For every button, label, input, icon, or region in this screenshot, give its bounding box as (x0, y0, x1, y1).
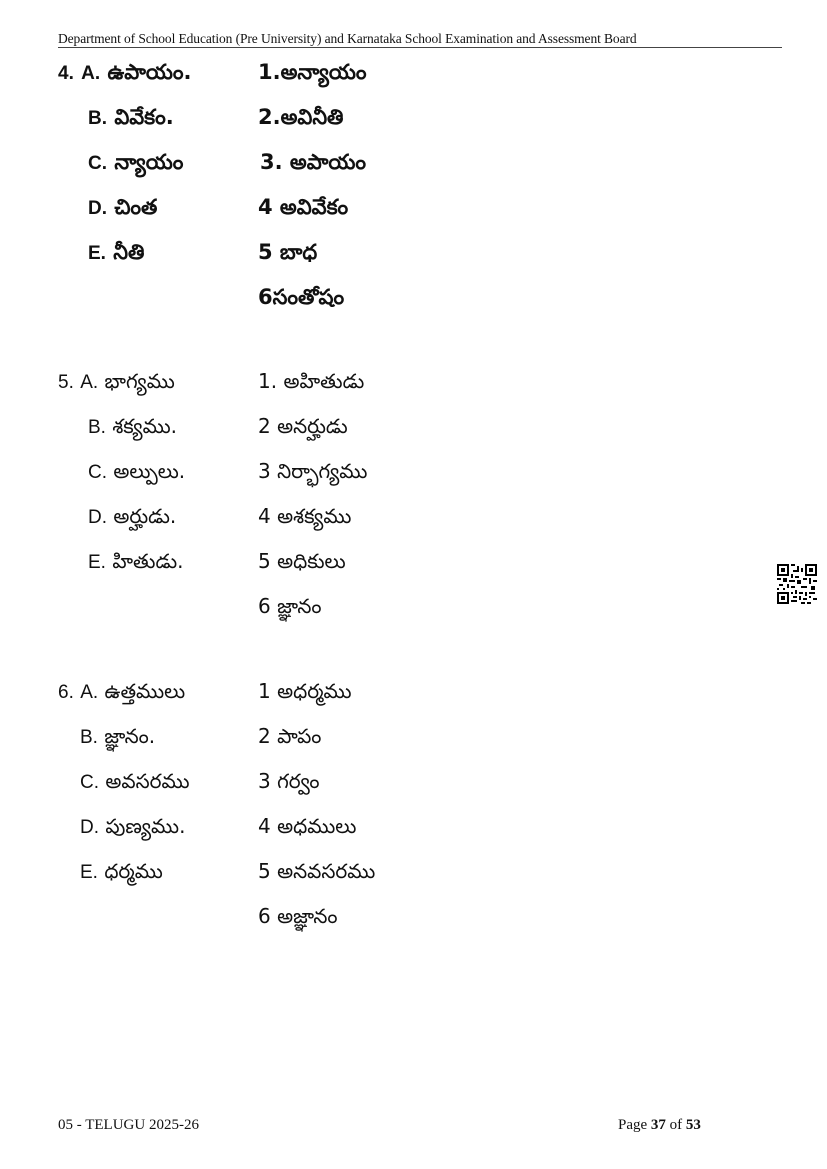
question-number: 4. (58, 63, 74, 84)
answer-option: 3 గర్వం (258, 769, 320, 793)
option-label: D. (88, 507, 107, 528)
answer-option: 2 పాపం (258, 724, 322, 748)
question-5-row-e (88, 548, 184, 576)
question-5-row-a (58, 368, 175, 396)
option-text: హితుడు. (112, 549, 184, 573)
question-4-row-a (58, 59, 192, 87)
option-label: C. (88, 153, 107, 174)
answer-option: 1.అన్యాయం (258, 60, 367, 84)
answer-option: 3. అపాయం (260, 150, 367, 174)
answer-option: 3 నిర్భాగ్యము (258, 459, 368, 483)
option-text: వివేకం. (114, 105, 174, 129)
answer-option: 2.అవినీతి (258, 105, 344, 129)
question-5-row-c (88, 458, 185, 486)
option-text: న్యాయం (114, 150, 184, 174)
option-text: అల్పులు. (113, 459, 186, 483)
option-label: B. (88, 417, 106, 438)
option-label: A. (81, 63, 101, 84)
option-text: పుణ్యము. (105, 814, 186, 838)
option-label: C. (88, 462, 107, 483)
question-6-row-d (80, 813, 185, 841)
option-text: జ్ఞానం. (104, 724, 156, 748)
option-text: నీతి (113, 240, 145, 264)
answer-option: 6 జ్ఞానం (258, 594, 322, 618)
question-6-row-c (80, 768, 190, 796)
option-label: A. (80, 372, 99, 393)
option-label: E. (88, 552, 106, 573)
page-number (618, 1117, 701, 1134)
option-label: E. (88, 243, 106, 264)
question-number: 6. (58, 682, 74, 703)
question-4-row-e (88, 239, 144, 267)
answer-option: 4 అవివేకం (258, 195, 349, 219)
option-text: భాగ్యము (104, 369, 175, 393)
question-6-row-e (80, 858, 163, 886)
option-text: చింత (114, 195, 158, 219)
question-6-row-b (80, 723, 155, 751)
question-number: 5. (58, 372, 74, 393)
qr-code-icon (777, 564, 817, 604)
answer-option: 5 అధికులు (258, 549, 346, 573)
option-label: D. (88, 198, 107, 219)
footer-subject: 05 - TELUGU 2025-26 (58, 1117, 199, 1133)
answer-option: 6 అజ్ఞానం (258, 904, 338, 928)
answer-option: 1. అహితుడు (258, 369, 365, 393)
page-header: Department of School Education (Pre University) and Karnataka School Examination and Assessment Board (58, 31, 637, 46)
question-5-row-b (88, 413, 177, 441)
page-current: 37 (650, 1117, 666, 1133)
question-5-row-d (88, 503, 176, 531)
option-text: అవసరము (105, 769, 190, 793)
option-label: A. (80, 682, 99, 703)
page-of: of (665, 1117, 686, 1133)
question-4-row-b (88, 104, 174, 132)
option-label: E. (80, 862, 98, 883)
option-label: B. (88, 108, 107, 129)
answer-option: 2 అనర్హుడు (258, 414, 348, 438)
option-text: ధర్మము (104, 859, 163, 883)
question-6-row-a (58, 678, 185, 706)
header-divider (58, 47, 782, 48)
question-4-row-c (88, 149, 183, 177)
option-text: అర్హుడు. (113, 504, 177, 528)
option-label: C. (80, 772, 99, 793)
answer-option: 4 అశక్యము (258, 504, 352, 528)
page-total: 53 (685, 1117, 701, 1133)
option-text: శక్యము. (112, 414, 178, 438)
option-text: ఉపాయం. (107, 60, 192, 84)
option-label: D. (80, 817, 99, 838)
option-text: ఉత్తములు (104, 679, 186, 703)
answer-option: 1 అధర్మము (258, 679, 352, 703)
question-4-row-d (88, 194, 157, 222)
page-prefix: Page (618, 1117, 651, 1133)
answer-option: 6సంతోషం (258, 285, 345, 309)
answer-option: 5 బాధ (258, 240, 318, 264)
answer-option: 5 అనవసరము (258, 859, 376, 883)
answer-option: 4 అధములు (258, 814, 357, 838)
option-label: B. (80, 727, 98, 748)
